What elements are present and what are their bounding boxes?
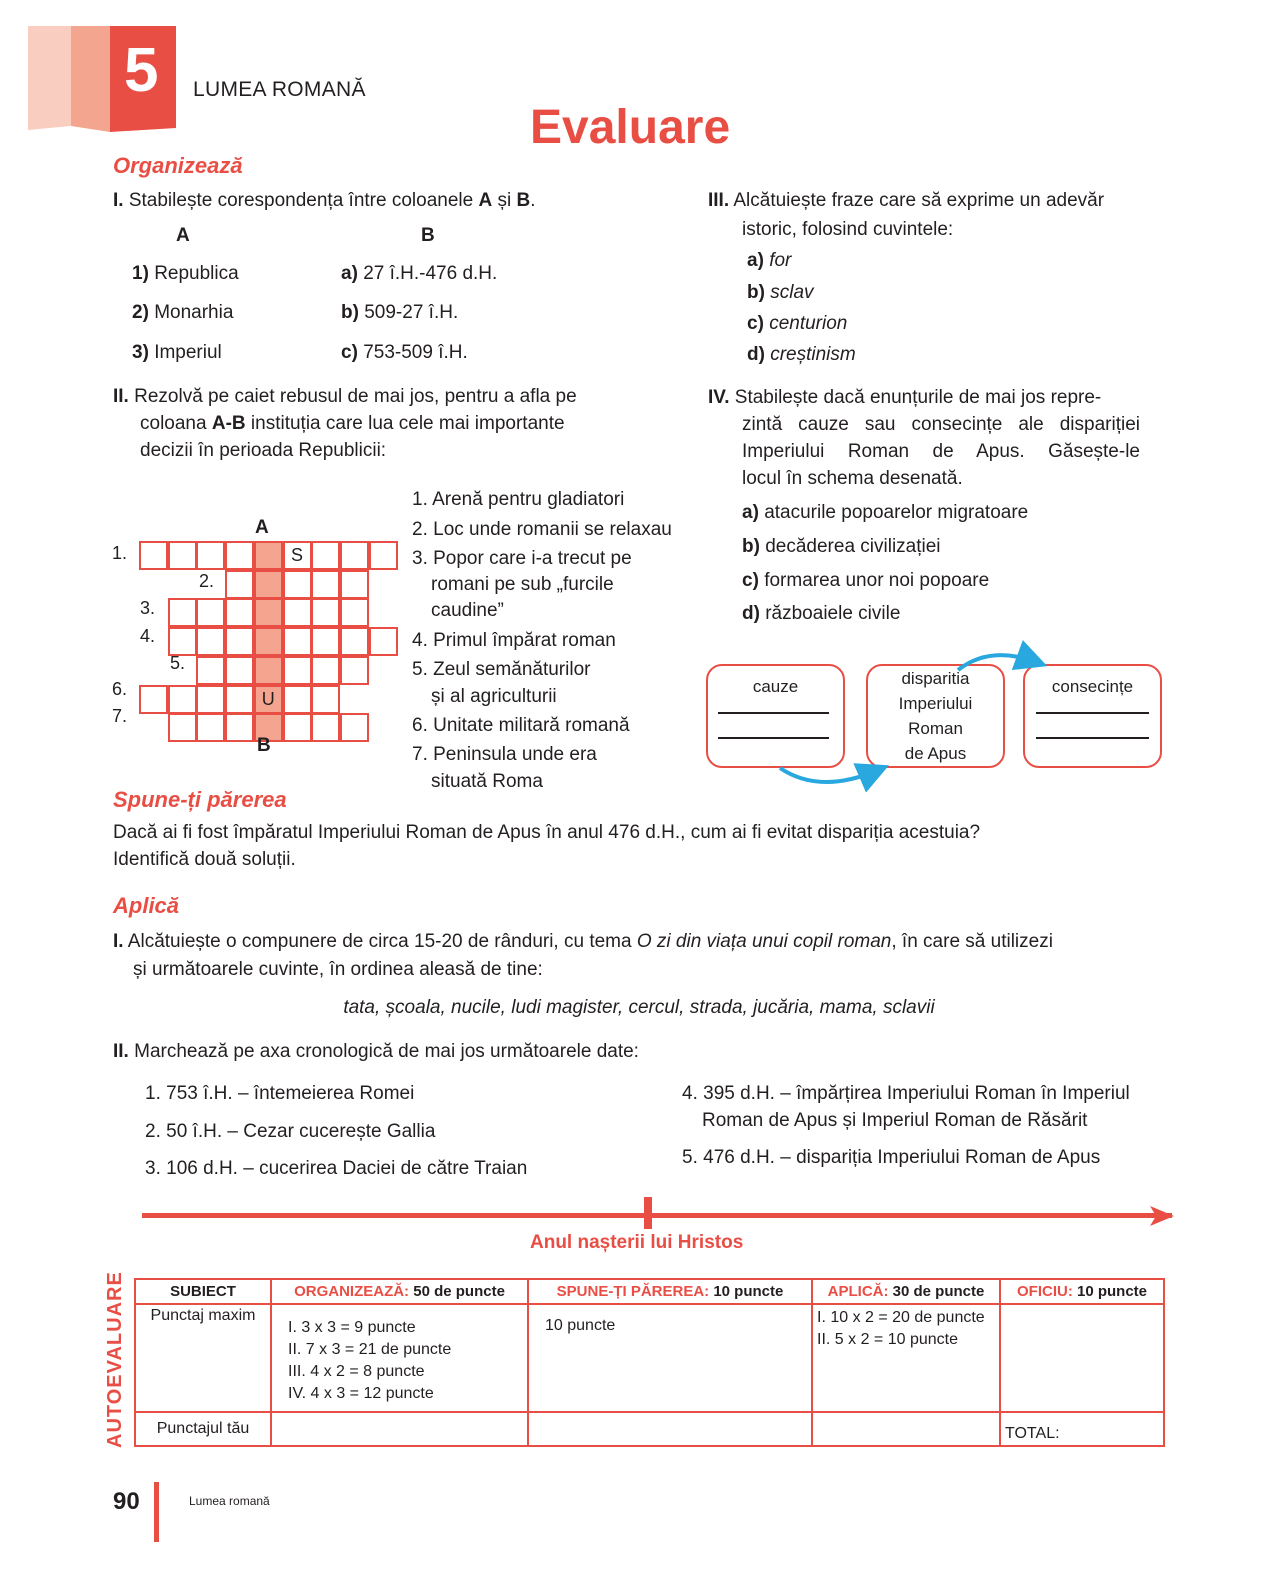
spune-question: Dacă ai fi fost împăratul Imperiului Roman de Apus în anul 476 d.H., cum ai fi evitat dispariția acestuia? [113, 822, 981, 843]
score-line: I. 3 x 3 = 9 puncte [288, 1319, 416, 1336]
crossword-row-label: 1. [112, 543, 128, 563]
exercise-IV-item: c) formarea unor noi popoare [742, 570, 990, 591]
crossword-cell[interactable]: U [254, 685, 283, 714]
your-aplica-input[interactable] [812, 1412, 1000, 1446]
crossword-cell[interactable] [225, 685, 254, 714]
column-a-header: A [176, 225, 190, 246]
crossword-cell[interactable] [340, 570, 369, 599]
crossword-cell[interactable] [283, 656, 312, 685]
crossword-cell[interactable] [196, 713, 225, 742]
aplica-I-prompt-line: și următoarele cuvinte, în ordinea aleasă de tine: [133, 959, 543, 980]
timeline-arrowhead-icon [1150, 1204, 1176, 1228]
timeline-date: 1. 753 î.H. – întemeierea Romei [145, 1083, 415, 1104]
crossword-cell[interactable] [254, 541, 283, 570]
column-b-item: a) 27 î.H.-476 d.H. [341, 263, 498, 284]
crossword-cell[interactable] [196, 685, 225, 714]
your-organizeaza-input[interactable] [271, 1412, 528, 1446]
row-label-yours: Punctajul tău [135, 1412, 271, 1446]
column-b-item: c) 753-509 î.H. [341, 342, 468, 363]
total-cell[interactable] [1000, 1412, 1164, 1446]
chapter-title: LUMEA ROMANĂ [193, 78, 366, 101]
running-title: Lumea romană [189, 1494, 270, 1508]
crossword-row-label: 6. [112, 679, 128, 699]
crossword-cell[interactable] [340, 656, 369, 685]
crossword-cell[interactable] [369, 541, 398, 570]
clue: și al agriculturii [431, 686, 557, 707]
scheme-consequences-label: consecințe [1051, 677, 1134, 696]
crossword-cell[interactable] [225, 656, 254, 685]
timeline-axis [142, 1213, 1172, 1218]
exercise-II-prompt-line: coloana A-B instituția care lua cele mai importante [140, 413, 565, 434]
max-spune-cell: 10 puncte [528, 1304, 812, 1412]
crossword-row-label: 7. [112, 706, 128, 726]
crossword-cell[interactable] [283, 570, 312, 599]
crossword-cell[interactable] [311, 598, 340, 627]
crossword-cell[interactable] [311, 541, 340, 570]
scheme-causes-label: cauze [752, 677, 799, 696]
crossword-row-label: 5. [170, 653, 186, 673]
exercise-IV-prompt-line: locul în schema desenată. [742, 468, 963, 489]
exercise-II-prompt-line: decizii în perioada Republicii: [140, 440, 387, 461]
crossword-cell[interactable] [225, 627, 254, 656]
clue: 2. Loc unde romanii se relaxau [412, 519, 672, 540]
crossword-cell[interactable] [369, 627, 398, 656]
crossword-cell[interactable] [168, 685, 197, 714]
crossword-cell[interactable] [139, 685, 168, 714]
row-label-max: Punctaj maxim [135, 1304, 271, 1412]
crossword-cell[interactable] [254, 570, 283, 599]
crossword-cell[interactable] [225, 598, 254, 627]
crossword-cell[interactable] [196, 598, 225, 627]
column-a-item: 2) Monarhia [132, 302, 234, 323]
exercise-III-prompt-line: istoric, folosind cuvintele: [742, 219, 954, 240]
header-oficiu: OFICIU: 10 puncte [1000, 1279, 1164, 1304]
exercise-II-prompt: II. Rezolvă pe caiet rebusul de mai jos, pentru a afla pe [113, 386, 577, 407]
scheme-center-line: disparitia [901, 669, 970, 688]
exercise-IV-item: b) decăderea civilizației [742, 536, 941, 557]
crossword-cell[interactable] [254, 598, 283, 627]
crossword-cell[interactable] [225, 541, 254, 570]
exercise-III-item: b) sclav [747, 282, 814, 303]
exercise-IV-prompt: IV. Stabilește dacă enunțurile de mai jos repre- [708, 387, 1102, 408]
timeline-date: 3. 106 d.H. – cucerirea Daciei de către Traian [145, 1158, 528, 1179]
crossword-cell[interactable] [254, 627, 283, 656]
clue: situată Roma [431, 771, 543, 792]
exercise-IV-prompt-line: zintă cauze sau consecințe ale dispariției [742, 414, 1140, 435]
crossword-cell[interactable] [283, 713, 312, 742]
score-line: II. 7 x 3 = 21 de puncte [288, 1341, 452, 1358]
crossword-cell[interactable] [168, 541, 197, 570]
column-a-item: 3) Imperiul [132, 342, 222, 363]
crossword-row-label: 4. [140, 626, 156, 646]
crossword-cell[interactable] [283, 627, 312, 656]
autoevaluare-side-label: AUTOEVALUARE [104, 1271, 126, 1448]
max-aplica-cell [812, 1304, 1000, 1412]
exercise-III-item: a) for [747, 250, 792, 271]
aplica-II-prompt: II. Marchează pe axa cronologică de mai jos următoarele date: [113, 1041, 639, 1062]
column-b-item: b) 509-27 î.H. [341, 302, 459, 323]
crossword-row-label: 2. [199, 571, 215, 591]
page-number: 90 [113, 1488, 140, 1515]
crossword-cell[interactable]: S [283, 541, 312, 570]
clue: 1. Arenă pentru gladiatori [412, 489, 625, 510]
column-a-item: 1) Republica [132, 263, 239, 284]
crossword-cell[interactable] [311, 570, 340, 599]
crossword-cell[interactable] [168, 598, 197, 627]
crossword-cell[interactable] [196, 541, 225, 570]
total-label: TOTAL: [1005, 1425, 1060, 1442]
crossword-cell[interactable] [168, 713, 197, 742]
crossword-cell[interactable] [340, 598, 369, 627]
exercise-IV-item: d) războaiele civile [742, 603, 901, 624]
timeline-year-zero-tick [644, 1197, 652, 1229]
exercise-IV-prompt-line: Imperiului Roman de Apus. Găsește-le [742, 441, 1140, 462]
exercise-I-prompt: I. Stabilește corespondența între coloanele A și B. [113, 190, 536, 211]
footer-divider [154, 1482, 159, 1542]
crossword-cell[interactable] [311, 656, 340, 685]
score-line: I. 10 x 2 = 20 de puncte [817, 1309, 985, 1326]
scheme-arrows [700, 640, 1180, 800]
header-spune: SPUNE-ȚI PĂREREA: 10 puncte [528, 1279, 812, 1304]
score-line: III. 4 x 2 = 8 puncte [288, 1363, 425, 1380]
spune-instruction: Identifică două soluții. [113, 849, 296, 870]
exercise-IV-item: a) atacurile popoarelor migratoare [742, 502, 1029, 523]
timeline-date: 2. 50 î.H. – Cezar cucerește Gallia [145, 1121, 436, 1142]
timeline-date-cont: Roman de Apus și Imperiul Roman de Răsărit [702, 1110, 1088, 1131]
section-heading-organizeaza: Organizează [113, 153, 243, 178]
crossword-row-label: 3. [140, 598, 156, 618]
clue: 6. Unitate militară romană [412, 715, 630, 736]
timeline-date: 5. 476 d.H. – dispariția Imperiului Roman de Apus [682, 1147, 1101, 1168]
chapter-number: 5 [124, 36, 159, 105]
page-title: Evaluare [530, 101, 731, 154]
crossword-cell[interactable] [283, 685, 312, 714]
exercise-III-item: c) centurion [747, 313, 848, 334]
column-b-header: B [421, 225, 435, 246]
exercise-III-item: d) creștinism [747, 344, 856, 365]
score-line: IV. 4 x 3 = 12 puncte [288, 1385, 434, 1402]
section-heading-aplica: Aplică [113, 893, 180, 918]
header-aplica: APLICĂ: 30 de puncte [812, 1279, 1000, 1304]
clue: 5. Zeul semănăturilor [412, 659, 591, 680]
score-line: II. 5 x 2 = 10 puncte [817, 1331, 958, 1348]
scheme-center-line: Roman [908, 719, 963, 738]
crossword-cell[interactable] [196, 627, 225, 656]
clue: 4. Primul împărat roman [412, 630, 616, 651]
crossword-cell[interactable] [225, 570, 254, 599]
crossword-cell[interactable] [283, 598, 312, 627]
max-oficiu-cell [1000, 1304, 1164, 1412]
clue: 7. Peninsula unde era [412, 744, 597, 765]
crossword-cell[interactable] [311, 627, 340, 656]
clue: caudine” [431, 600, 504, 621]
aplica-I-words: tata, școala, nucile, ludi magister, cercul, strada, jucăria, mama, sclavii [343, 997, 935, 1018]
max-organizeaza-cell [271, 1304, 528, 1412]
crossword-cell[interactable] [254, 656, 283, 685]
header-organizeaza: ORGANIZEAZĂ: 50 de puncte [271, 1279, 528, 1304]
aplica-I-prompt: I. Alcătuiește o compunere de circa 15-20 de rânduri, cu tema O zi din viața unui copil roman, în care să utilizezi [113, 931, 1053, 952]
exercise-III-prompt: III. Alcătuiește fraze care să exprime un adevăr [708, 190, 1105, 211]
crossword-cell[interactable] [340, 713, 369, 742]
header-subiect: SUBIECT [135, 1279, 271, 1304]
crossword-cell[interactable] [340, 541, 369, 570]
timeline-date: 4. 395 d.H. – împărțirea Imperiului Roman în Imperiul [682, 1083, 1130, 1104]
crossword-cell[interactable] [139, 541, 168, 570]
crossword-column-top-label: A [255, 517, 269, 538]
clue: 3. Popor care i-a trecut pe [412, 548, 632, 569]
section-heading-spune: Spune-ți părerea [113, 787, 287, 812]
clue: romani pe sub „furcile [431, 574, 614, 595]
timeline-year-zero-label: Anul nașterii lui Hristos [530, 1232, 744, 1253]
crossword-cell[interactable] [196, 656, 225, 685]
scheme-center-line: de Apus [904, 744, 967, 763]
crossword-cell[interactable] [311, 713, 340, 742]
crossword-cell[interactable] [340, 627, 369, 656]
crossword-cell[interactable] [168, 627, 197, 656]
your-spune-input[interactable] [528, 1412, 812, 1446]
crossword-cell[interactable] [225, 713, 254, 742]
crossword-cell[interactable] [311, 685, 340, 714]
autoevaluare-table [134, 1278, 1165, 1447]
scheme-center-line: Imperiului [898, 694, 973, 713]
crossword-column-bottom-label: B [257, 735, 271, 756]
